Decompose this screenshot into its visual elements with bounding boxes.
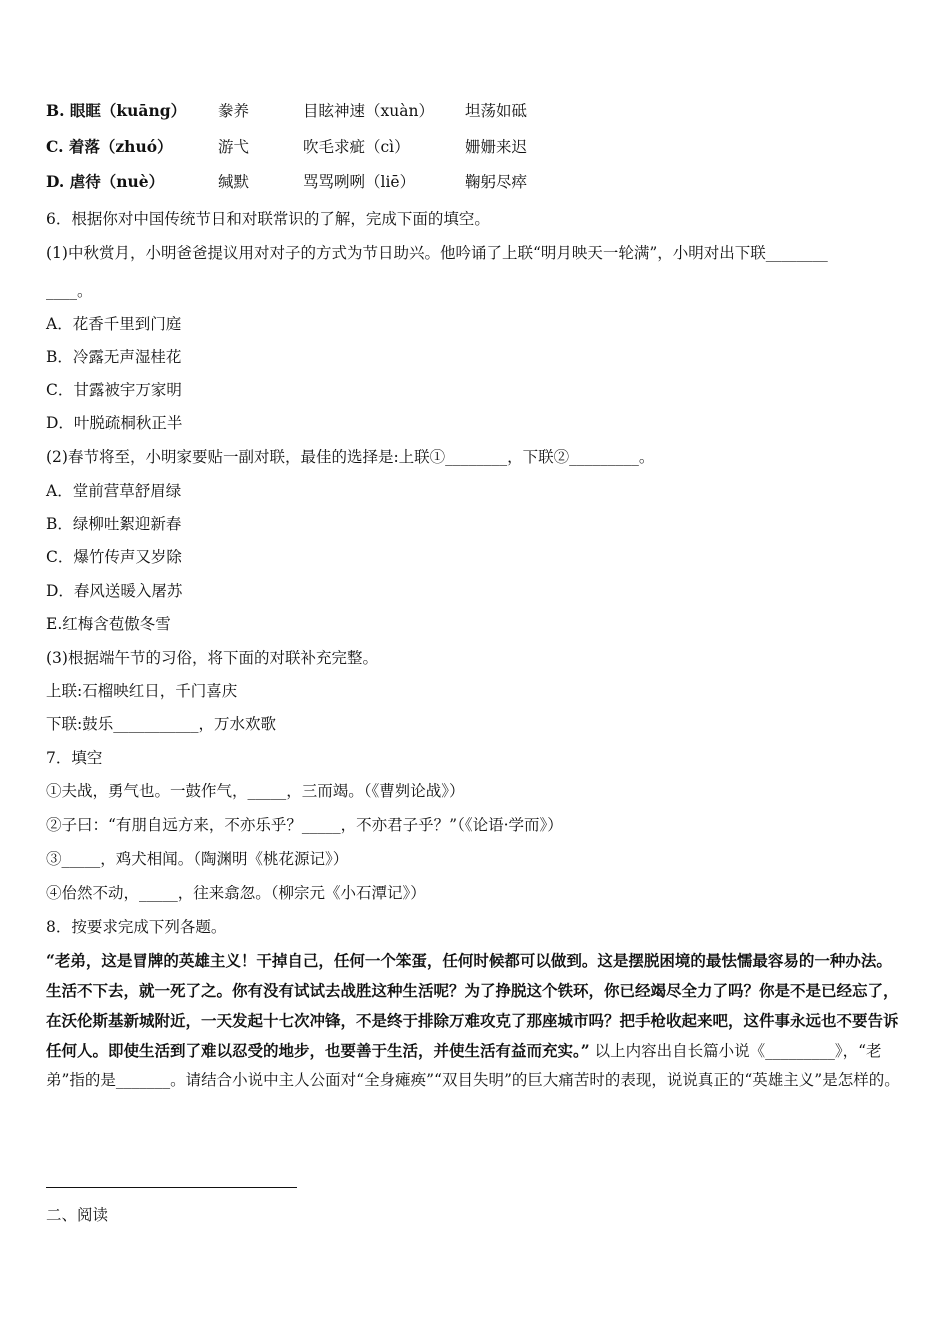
q6-part1-option: A．花香千里到门庭 [46, 315, 182, 333]
q8-title: 8．按要求完成下列各题。 [46, 918, 227, 936]
q7-item: ②子曰：“有朋自远方来，不亦乐乎？_____，不亦君子乎？”（《论语·学而》） [46, 816, 563, 834]
q5-option-d [46, 171, 527, 193]
word-3: 骂骂咧咧（liē） [303, 173, 416, 191]
q6-part2-option: B．绿柳吐絮迎新春 [46, 515, 182, 533]
q7-item: ①夫战，勇气也。一鼓作气，_____，三而竭。（《曹刿论战》） [46, 782, 465, 800]
q6-title: 6．根据你对中国传统节日和对联常识的了解，完成下面的填空。 [46, 210, 490, 228]
word-4: 坦荡如砥 [465, 102, 528, 120]
q6-part3: (3)根据端午节的习俗，将下面的对联补充完整。 [46, 649, 378, 667]
option-label: C. [46, 137, 64, 156]
word-1: 着落（zhuó） [68, 137, 173, 156]
q8-question: 以上内容出自长篇小说《_________》，“老弟”指的是_______。请结合小说中主人公面对“全身瘫痪”“双目失明”的巨大痛苦时的表现，说说真正的“英雄主义”是怎样的。 [46, 1042, 900, 1089]
q6-part1-continued: ____。 [46, 282, 93, 300]
q6-part2-option: E.红梅含苞傲冬雪 [46, 615, 171, 633]
q6-part3-upper-couplet: 上联:石榴映红日，千门喜庆 [46, 682, 238, 700]
q6-part2-option: C．爆竹传声又岁除 [46, 548, 182, 566]
q8-quote: “老弟，这是冒牌的英雄主义！干掉自己，任何一个笨蛋，任何时候都可以做到。这是摆脱困境的最怯懦最容易的一种办法。生活不下去，就一死了之。你有没有试试去战胜这种生活呢？为了挣脱这个铁环，你已经竭尽全力了吗？你是不是已经忘了，在沃伦斯基新城附近，一天发起十七次冲锋，不是终于排除万难攻克了那座城市吗？把手枪收起来吧，这件事永远也不要告诉任何人。即使生活到了难以忍受的地步，也要善于生活，并使生活有益而充实。” [46, 951, 899, 1060]
word-2: 豢养 [218, 102, 250, 120]
word-3: 目眩神速（xuàn） [303, 102, 434, 120]
q6-part3-lower-couplet: 下联:鼓乐___________，万水欢歌 [46, 715, 276, 733]
answer-line [46, 1187, 297, 1188]
q6-part1: (1)中秋赏月，小明爸爸提议用对对子的方式为节日助兴。他吟诵了上联“明月映天一轮满”，小明对出下联________ [46, 244, 828, 262]
word-1: 眼眶（kuāng） [69, 101, 187, 120]
word-4: 鞠躬尽瘁 [465, 173, 528, 191]
q5-option-b [46, 100, 527, 122]
word-1: 虐待（nuè） [69, 172, 165, 191]
word-2: 游弋 [218, 138, 250, 156]
word-2: 缄默 [218, 173, 250, 191]
q6-part2: (2)春节将至，小明家要贴一副对联，最佳的选择是:上联①________，下联②_________。 [46, 448, 655, 466]
q6-part1-option: B．冷露无声湿桂花 [46, 348, 182, 366]
option-label: D. [46, 172, 65, 191]
q6-part1-option: D．叶脱疏桐秋正半 [46, 414, 183, 432]
section-heading: 二、阅读 [46, 1206, 109, 1224]
q8-passage [46, 946, 906, 1095]
word-4: 姗姗来迟 [465, 138, 528, 156]
word-3: 吹毛求疵（cì） [303, 138, 410, 156]
q6-part2-option: A．堂前营草舒眉绿 [46, 482, 182, 500]
q7-title: 7．填空 [46, 749, 103, 767]
q6-part1-option: C．甘露被宇万家明 [46, 381, 182, 399]
q7-item: ④佁然不动，_____，往来翕忽。（柳宗元《小石潭记》） [46, 884, 426, 902]
q7-item: ③_____，鸡犬相闻。（陶渊明《桃花源记》） [46, 850, 349, 868]
option-label: B. [46, 101, 65, 120]
q6-part2-option: D．春风送暖入屠苏 [46, 582, 183, 600]
q5-option-c [46, 136, 527, 158]
